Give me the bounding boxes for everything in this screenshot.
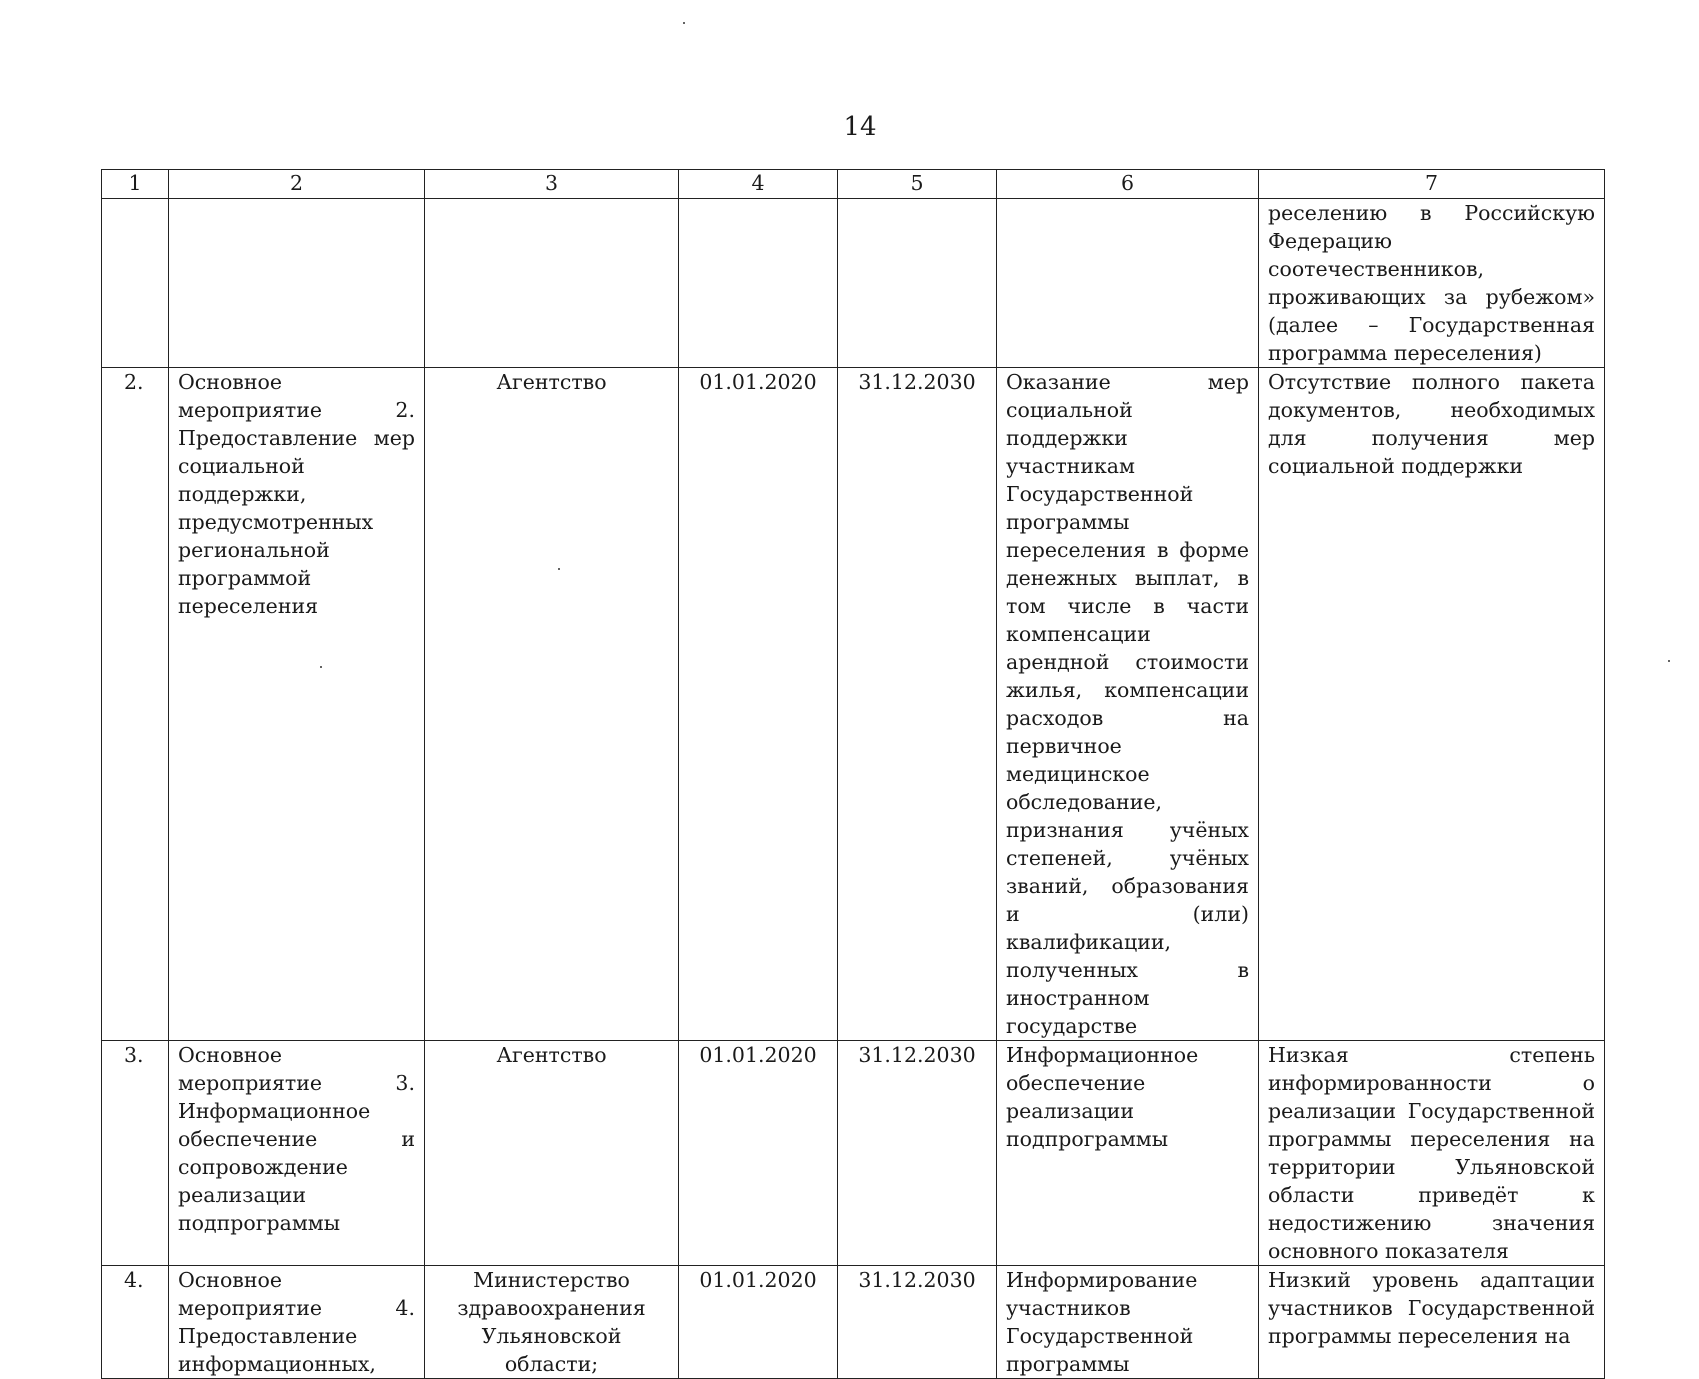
header-cell: 2 xyxy=(169,170,425,199)
risk-cell: реселению в Российскую Федерацию соотечественников, проживающих за рубежом» (далее – Государственная программа переселения) xyxy=(1259,199,1605,368)
event-cell: Основное мероприятие 2. Предоставление мер социальной поддержки, предусмотренных региональной программой переселения xyxy=(169,368,425,1041)
start-date-cell xyxy=(679,199,838,368)
table-row xyxy=(102,1266,1605,1379)
executor-cell: Министерство здравоохранения Ульяновской области; xyxy=(425,1266,679,1379)
result-cell: Информирование участников Государственной программы xyxy=(997,1266,1259,1379)
table-row xyxy=(102,368,1605,1041)
executor-cell: Агентство xyxy=(425,1041,679,1266)
end-date-cell: 31.12.2030 xyxy=(838,1266,997,1379)
result-cell: Оказание мер социальной поддержки участникам Государственной программы переселения в форме денежных выплат, в том числе в части компенсации арендной стоимости жилья, компенсации расходов на первичное медицинское обследование, признания учёных степеней, учёных званий, образования и (или) квалификации, полученных в иностранном государстве xyxy=(997,368,1259,1041)
event-cell: Основное мероприятие 3. Информационное обеспечение и сопровождение реализации подпрограммы xyxy=(169,1041,425,1266)
header-cell: 7 xyxy=(1259,170,1605,199)
result-cell xyxy=(997,199,1259,368)
row-number xyxy=(102,199,169,368)
page-number: 14 xyxy=(843,112,877,142)
table-row xyxy=(102,199,1605,368)
start-date-cell: 01.01.2020 xyxy=(679,368,838,1041)
row-number: 2. xyxy=(102,368,169,1041)
start-date-cell: 01.01.2020 xyxy=(679,1041,838,1266)
scan-speck xyxy=(683,22,685,24)
row-number: 4. xyxy=(102,1266,169,1379)
end-date-cell: 31.12.2030 xyxy=(838,1041,997,1266)
scan-speck xyxy=(558,568,560,570)
table-header-row xyxy=(102,170,1605,199)
event-cell: Основное мероприятие 4. Предоставление информационных, xyxy=(169,1266,425,1379)
table-row xyxy=(102,1041,1605,1266)
executor-cell: Агентство xyxy=(425,368,679,1041)
header-cell: 1 xyxy=(102,170,169,199)
start-date-cell: 01.01.2020 xyxy=(679,1266,838,1379)
risk-cell: Низкая степень информированности о реализации Государственной программы переселения на территории Ульяновской области приведёт к недостижению значения основного показателя xyxy=(1259,1041,1605,1266)
event-cell xyxy=(169,199,425,368)
scan-speck xyxy=(1668,660,1670,662)
header-cell: 3 xyxy=(425,170,679,199)
risk-cell: Отсутствие полного пакета документов, необходимых для получения мер социальной поддержки xyxy=(1259,368,1605,1041)
end-date-cell xyxy=(838,199,997,368)
end-date-cell: 31.12.2030 xyxy=(838,368,997,1041)
measures-table xyxy=(101,169,1605,1379)
executor-cell xyxy=(425,199,679,368)
row-number: 3. xyxy=(102,1041,169,1266)
header-cell: 4 xyxy=(679,170,838,199)
risk-cell: Низкий уровень адаптации участников Государственной программы переселения на xyxy=(1259,1266,1605,1379)
scan-speck xyxy=(320,666,322,668)
result-cell: Информационное обеспечение реализации подпрограммы xyxy=(997,1041,1259,1266)
header-cell: 6 xyxy=(997,170,1259,199)
header-cell: 5 xyxy=(838,170,997,199)
